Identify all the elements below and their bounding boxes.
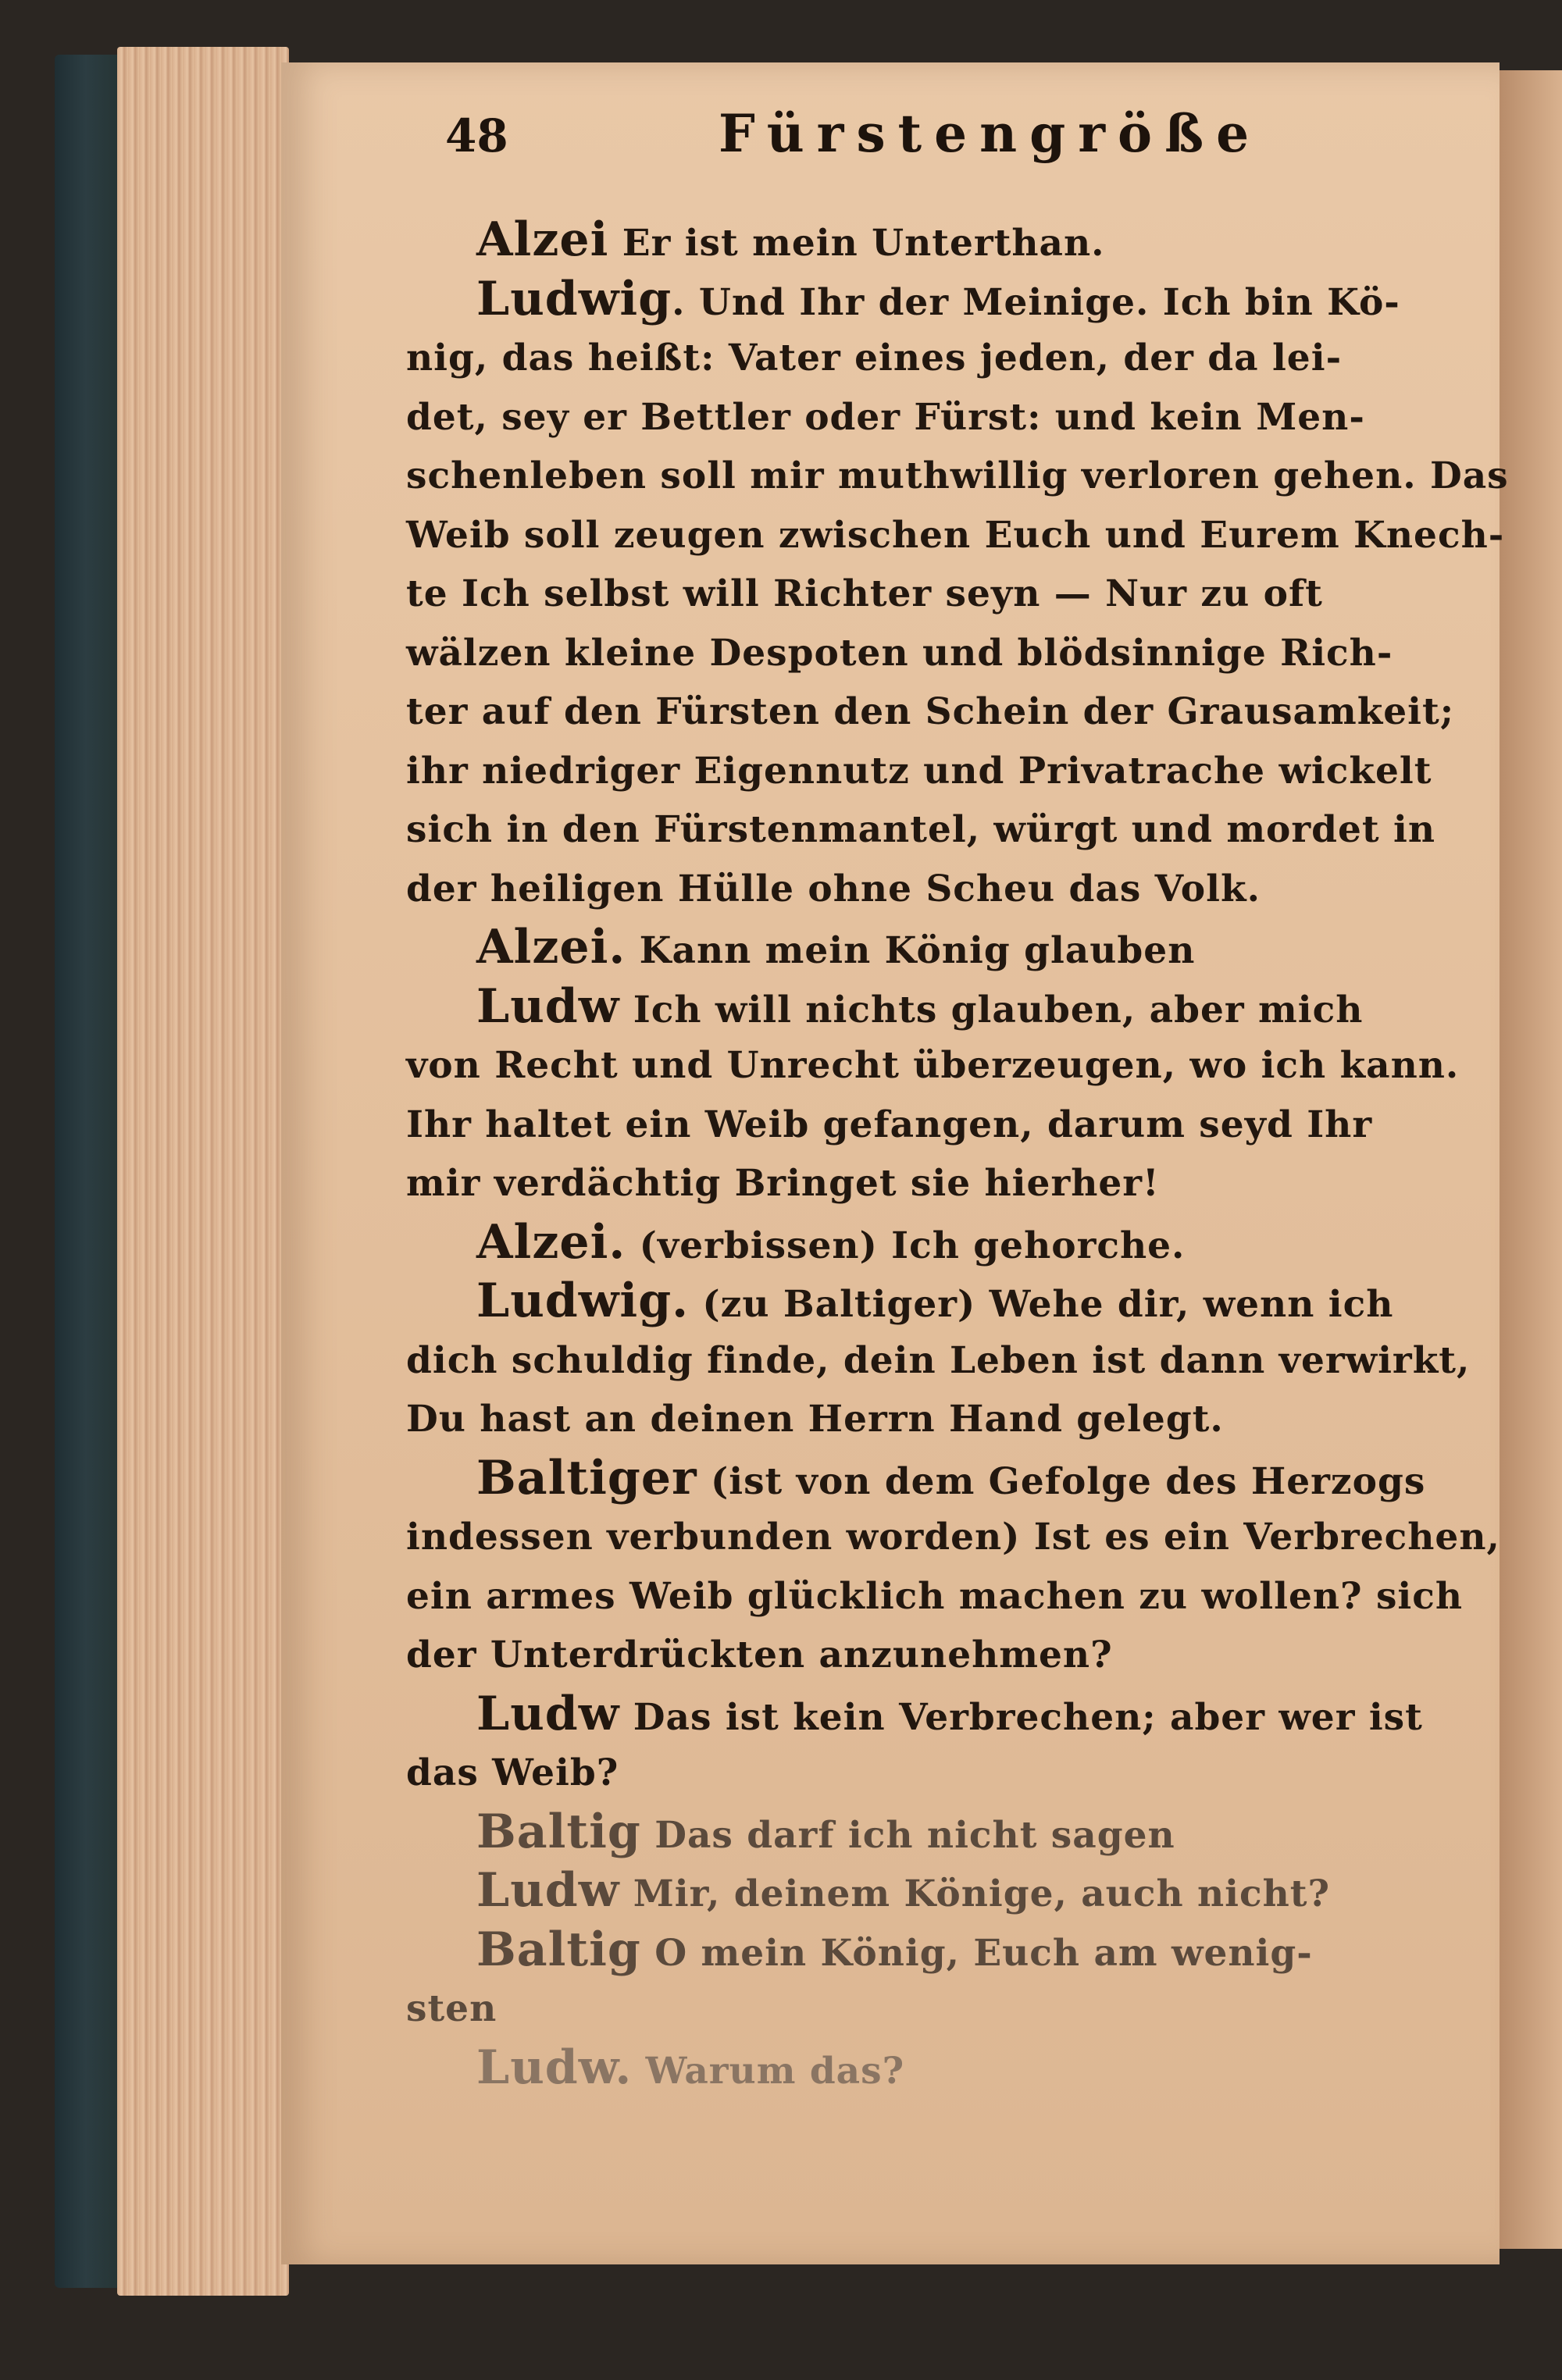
line-text: Du hast an deinen Herrn Hand gelegt. bbox=[406, 1398, 1224, 1441]
speaker-name: Baltig bbox=[476, 1804, 641, 1859]
text-line bbox=[406, 329, 1468, 388]
text-line bbox=[406, 1390, 1468, 1449]
text-line bbox=[406, 1213, 1468, 1273]
text-line bbox=[406, 978, 1468, 1037]
running-head bbox=[0, 0, 1562, 164]
speaker-name: Alzei. bbox=[476, 1214, 626, 1270]
line-text: mir verdächtig Bringet sie hierher! bbox=[406, 1162, 1160, 1205]
text-line bbox=[406, 1154, 1468, 1213]
page-number: 48 bbox=[445, 109, 508, 162]
text-line bbox=[406, 270, 1468, 330]
line-text: Kann mein König glauben bbox=[626, 929, 1196, 972]
speaker-name: Baltiger bbox=[476, 1450, 697, 1505]
line-text: sten bbox=[406, 1987, 497, 2030]
line-text: Das ist kein Verbrechen; aber wer ist bbox=[619, 1695, 1423, 1739]
text-line bbox=[406, 1272, 1468, 1331]
line-text: (ist von dem Gefolge des Herzogs bbox=[697, 1459, 1426, 1503]
text-line bbox=[406, 1508, 1500, 1567]
line-text: Das darf ich nicht sagen bbox=[640, 1813, 1175, 1857]
line-text: Mir, deinem Könige, auch nicht? bbox=[619, 1872, 1331, 1915]
text-line bbox=[406, 1921, 1468, 1980]
speaker-name: Ludw bbox=[476, 1686, 620, 1741]
line-text: Ich will nichts glauben, aber mich bbox=[619, 988, 1364, 1031]
line-text: dich schuldig finde, dein Leben ist dann verwirkt, bbox=[406, 1338, 1471, 1382]
text-line bbox=[406, 1331, 1471, 1391]
line-text: wälzen kleine Despoten und blödsinnige Rich- bbox=[406, 631, 1393, 675]
line-text: der heiligen Hülle ohne Scheu das Volk. bbox=[406, 867, 1261, 910]
line-text: . Und Ihr der Meinige. Ich bin Kö- bbox=[672, 280, 1400, 324]
line-text: ihr niedriger Eigennutz und Privatrache wickelt bbox=[406, 749, 1432, 793]
line-text: schenleben soll mir muthwillig verloren gehen. Das bbox=[406, 454, 1509, 497]
line-text: det, sey er Bettler oder Fürst: und kein Men- bbox=[406, 395, 1365, 439]
text-line bbox=[406, 742, 1468, 801]
text-line bbox=[406, 860, 1468, 919]
text-line bbox=[406, 447, 1509, 506]
page-edges bbox=[117, 47, 289, 2296]
text-line bbox=[406, 565, 1468, 624]
text-line bbox=[406, 682, 1468, 742]
text-line bbox=[406, 1803, 1468, 1862]
text-line bbox=[406, 388, 1468, 447]
speaker-name: Ludw bbox=[476, 1863, 620, 1918]
speaker-name: Ludw bbox=[476, 978, 620, 1034]
play-text bbox=[406, 211, 1509, 2097]
running-title: Fürstengröße bbox=[719, 103, 1262, 164]
line-text: Ihr haltet ein Weib gefangen, darum seyd Ihr bbox=[406, 1103, 1373, 1146]
text-line bbox=[406, 1567, 1468, 1626]
speaker-name: Baltig bbox=[476, 1922, 641, 1977]
line-text: Warum das? bbox=[632, 2049, 905, 2093]
speaker-name: Alzei bbox=[476, 212, 609, 267]
line-text: Weib soll zeugen zwischen Euch und Eurem Knech- bbox=[406, 513, 1505, 557]
facing-page-edge bbox=[1500, 70, 1562, 2249]
line-text: indessen verbunden worden) Ist es ein Verbrechen, bbox=[406, 1516, 1500, 1559]
text-line bbox=[406, 1862, 1468, 1921]
line-text: te Ich selbst will Richter seyn — Nur zu oft bbox=[406, 572, 1323, 615]
line-text: der Unterdrückten anzunehmen? bbox=[406, 1634, 1113, 1676]
text-line bbox=[406, 1449, 1468, 1509]
text-line bbox=[406, 506, 1505, 565]
line-text: Er ist mein Unterthan. bbox=[608, 222, 1105, 265]
text-line bbox=[406, 1744, 1468, 1803]
speaker-name: Ludw. bbox=[476, 2040, 633, 2095]
line-text: O mein König, Euch am wenig- bbox=[640, 1931, 1313, 1975]
text-line bbox=[406, 624, 1468, 683]
line-text: das Weib? bbox=[406, 1751, 619, 1794]
speaker-name: Alzei. bbox=[476, 920, 626, 974]
line-text: sich in den Fürstenmantel, würgt und mordet in bbox=[406, 808, 1436, 851]
text-line bbox=[406, 1979, 1468, 2039]
line-text: (zu Baltiger) Wehe dir, wenn ich bbox=[689, 1283, 1394, 1326]
line-text: ein armes Weib glücklich machen zu wollen? sich bbox=[406, 1574, 1464, 1618]
text-line bbox=[406, 800, 1468, 860]
text-line bbox=[406, 918, 1468, 978]
text-line bbox=[406, 1626, 1468, 1685]
text-line bbox=[406, 1096, 1468, 1155]
speaker-name: Ludwig. bbox=[476, 1274, 690, 1328]
text-line bbox=[406, 211, 1468, 270]
text-line bbox=[406, 1036, 1468, 1096]
text-line bbox=[406, 1685, 1468, 1744]
line-text: ter auf den Fürsten den Schein der Grausamkeit; bbox=[406, 690, 1455, 733]
line-text: (verbissen) Ich gehorche. bbox=[626, 1224, 1186, 1267]
speaker-name: Ludwig bbox=[476, 271, 672, 326]
text-line bbox=[406, 2039, 1468, 2098]
line-text: nig, das heißt: Vater eines jeden, der da lei- bbox=[406, 337, 1343, 379]
line-text: von Recht und Unrecht überzeugen, wo ich kann. bbox=[406, 1044, 1460, 1087]
